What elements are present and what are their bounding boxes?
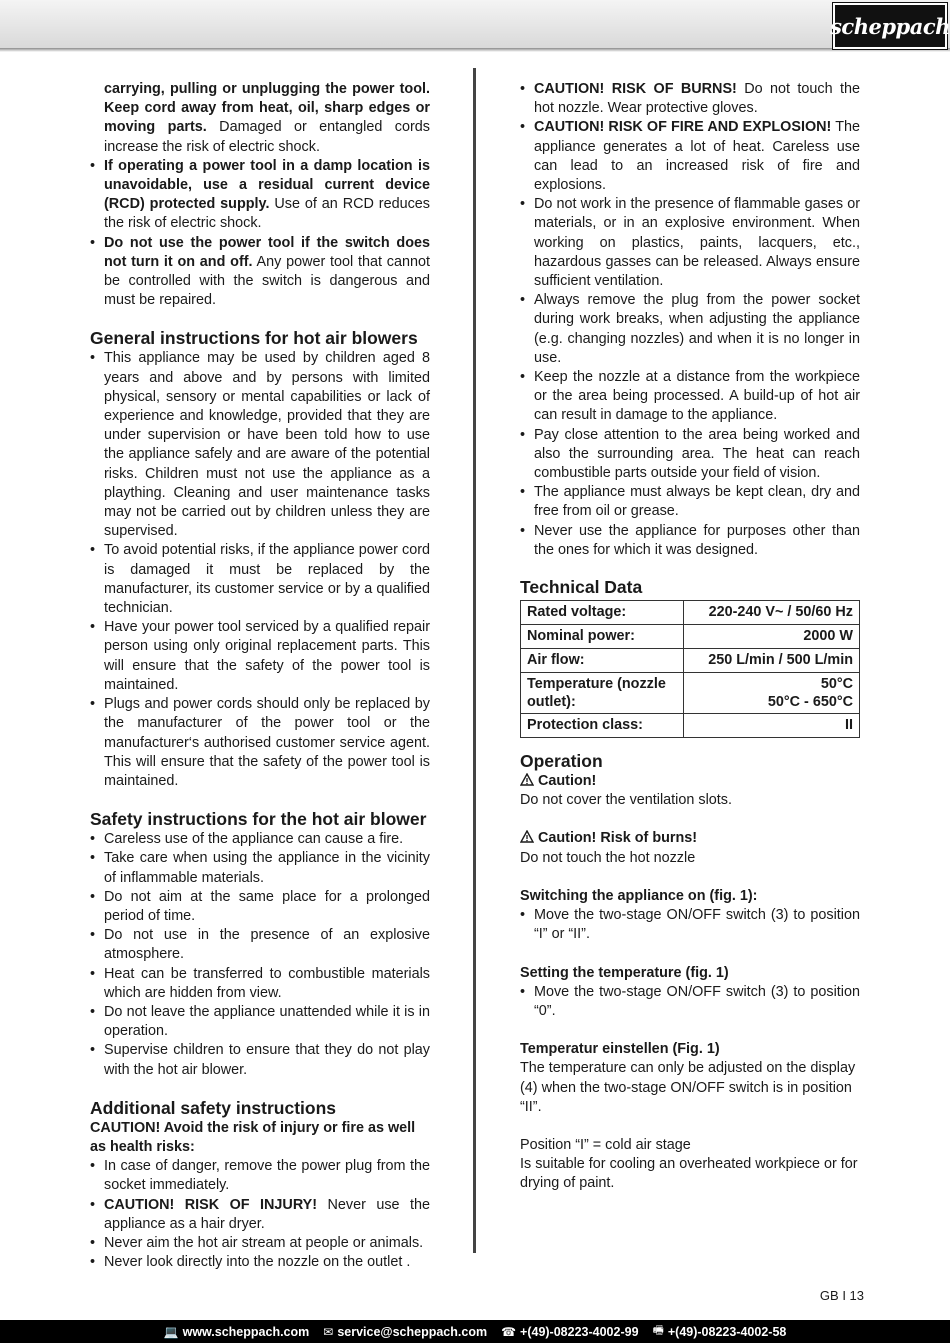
list-item: • Do not aim at the same place for a prolonged period of time. <box>90 888 430 926</box>
table-value: 50°C 50°C - 650°C <box>684 673 860 714</box>
general-instructions-list <box>90 349 430 791</box>
fax-icon: 🖷 <box>652 1323 664 1337</box>
column-divider <box>473 68 476 1253</box>
table-value: 220-240 V~ / 50/60 Hz <box>684 601 860 625</box>
page-number: GB I 13 <box>819 1288 864 1303</box>
table-row <box>521 601 860 625</box>
temperature-list <box>520 983 860 1021</box>
list-item: • Move the two-stage ON/OFF switch (3) to position “0”. <box>520 983 860 1021</box>
list-item: • CAUTION! RISK OF BURNS! Do not touch the hot nozzle. Wear protective gloves. <box>520 80 860 118</box>
additional-safety-list <box>90 1157 430 1272</box>
list-item: • The appliance must always be kept clean, dry and free from oil or grease. <box>520 483 860 521</box>
list-item: • To avoid potential risks, if the appliance power cord is damaged it must be replaced by the manufacturer, its customer service or by a qualified technician. <box>90 541 430 618</box>
table-label: Nominal power: <box>521 625 684 649</box>
burns-caution-title: Caution! Risk of burns! <box>520 829 860 848</box>
caution-text: Do not cover the ventilation slots. <box>520 792 732 809</box>
top-bullet-list <box>90 157 430 311</box>
list-item: • If operating a power tool in a damp location is unavoidable, use a residual current device (RCD) protected supply. Use of an RCD reduces the risk of electric shock. <box>90 157 430 234</box>
table-label: Protection class: <box>521 714 684 738</box>
position-text: Is suitable for cooling an overheated workpiece or for drying of paint. <box>520 1156 858 1192</box>
footer-bar <box>0 1320 950 1343</box>
list-item: • Do not work in the presence of flammable gases or materials, or in an explosive environment. When working on plastics, paints, lacquers, etc., hazardous gasses can be released. Always ensure sufficient ventilation. <box>520 195 860 291</box>
operation-heading: Operation <box>520 751 603 772</box>
technical-data-heading: Technical Data <box>520 577 643 598</box>
warning-icon <box>520 830 534 843</box>
list-item: • This appliance may be used by children aged 8 years and above and by persons with limited physical, sensory or mental capabilities or lack of experience and knowledge, provided that they are under supervision or have been told how to use the appliance safely and are aware of the potential risks. Children must not use the appliance as a plaything. Cleaning and user maintenance tasks may not be carried out by children unless they are supervised. <box>90 349 430 541</box>
left-column <box>90 80 430 1272</box>
list-item: • Never look directly into the nozzle on the outlet . <box>90 1253 430 1272</box>
list-item: • Plugs and power cords should only be replaced by the manufacturer of the power tool or the manufacturer‘s authorised customer service agent. This will ensure that the safety of the power tool is maintained. <box>90 695 430 791</box>
intro-paragraph: carrying, pulling or unplugging the power tool. Keep cord away from heat, oil, sharp edges or moving parts. Damaged or entangled cords increase the risk of electric shock. <box>104 81 430 155</box>
list-item: • Careless use of the appliance can cause a fire. <box>90 830 430 849</box>
table-row <box>521 714 860 738</box>
list-item: • Pay close attention to the area being worked and also the surrounding area. The heat can reach combustible parts outside your field of vision. <box>520 426 860 484</box>
list-item: • Never use the appliance for purposes other than the ones for which it was designed. <box>520 522 860 560</box>
list-item: • CAUTION! RISK OF INJURY! Never use the appliance as a hair dryer. <box>90 1196 430 1234</box>
computer-icon: 💻 <box>163 1324 179 1339</box>
scheppach-logo: scheppach <box>833 3 947 49</box>
list-item: • Have your power tool serviced by a qualified repair person using only original replacement parts. This will ensure that the safety of the power tool is maintained. <box>90 618 430 695</box>
position-line: Position “I” = cold air stage <box>520 1136 691 1153</box>
footer-website[interactable]: 💻 www.scheppach.com <box>163 1324 310 1339</box>
phone-icon: ☎ <box>501 1324 517 1339</box>
list-item: • Never aim the hot air stream at people or animals. <box>90 1234 430 1253</box>
list-item: • Supervise children to ensure that they do not play with the hot air blower. <box>90 1041 430 1079</box>
list-item: • CAUTION! RISK OF FIRE AND EXPLOSION! The appliance generates a lot of heat. Careless use can lead to an increased risk of fire and explosions. <box>520 118 860 195</box>
footer-phone: ☎ +(49)-08223-4002-99 <box>501 1324 639 1339</box>
general-instructions-heading: General instructions for hot air blowers <box>90 328 418 349</box>
caution-title: Caution! <box>520 772 860 791</box>
einstellen-text: The temperature can only be adjusted on the display (4) when the two-stage ON/OFF switch is in position “II”. <box>520 1060 856 1115</box>
technical-data-table <box>520 600 860 738</box>
list-item: • Do not use the power tool if the switch does not turn it on and off. Any power tool that cannot be controlled with the switch is dangerous and must be repaired. <box>90 234 430 311</box>
hazard-list <box>520 80 860 560</box>
table-label: Temperature (nozzle outlet): <box>521 673 684 714</box>
additional-safety-heading: Additional safety instructions <box>90 1097 336 1118</box>
list-item: • Heat can be transferred to combustible materials which are hidden from view. <box>90 965 430 1003</box>
temperature-heading: Setting the temperature (fig. 1) <box>520 964 729 981</box>
list-item: • Keep the nozzle at a distance from the workpiece or the area being processed. A build-up of hot air can result in damage to the appliance. <box>520 368 860 426</box>
table-value: II <box>684 714 860 738</box>
list-item: • Do not use in the presence of an explosive atmosphere. <box>90 926 430 964</box>
switch-heading: Switching the appliance on (fig. 1): <box>520 887 758 904</box>
table-value: 250 L/min / 500 L/min <box>684 649 860 673</box>
header-shadow <box>0 48 950 52</box>
burns-caution-text: Do not touch the hot nozzle <box>520 849 696 866</box>
list-item: • In case of danger, remove the power plug from the socket immediately. <box>90 1157 430 1195</box>
safety-instructions-list <box>90 830 430 1080</box>
mail-icon: ✉ <box>323 1324 334 1339</box>
warning-icon <box>520 773 534 786</box>
switch-list <box>520 906 860 944</box>
table-value: 2000 W <box>684 625 860 649</box>
list-item: • Always remove the plug from the power socket during work breaks, when adjusting the appliance (e.g. changing nozzles) and when it is no longer in use. <box>520 291 860 368</box>
table-row <box>521 649 860 673</box>
table-row <box>521 673 860 714</box>
list-item: • Take care when using the appliance in the vicinity of inflammable materials. <box>90 849 430 887</box>
additional-caution: CAUTION! Avoid the risk of injury or fire as well as health risks: <box>90 1119 416 1155</box>
right-column <box>520 80 860 1194</box>
safety-instructions-heading: Safety instructions for the hot air blower <box>90 809 427 830</box>
table-row <box>521 625 860 649</box>
footer-fax: 🖷 +(49)-08223-4002-58 <box>653 1321 787 1342</box>
list-item: • Do not leave the appliance unattended while it is in operation. <box>90 1003 430 1041</box>
einstellen-heading: Temperatur einstellen (Fig. 1) <box>520 1041 720 1058</box>
table-label: Air flow: <box>521 649 684 673</box>
footer-email[interactable]: ✉ service@scheppach.com <box>323 1324 488 1339</box>
list-item: • Move the two-stage ON/OFF switch (3) to position “I” or “II”. <box>520 906 860 944</box>
table-label: Rated voltage: <box>521 601 684 625</box>
header-bar <box>0 0 950 48</box>
